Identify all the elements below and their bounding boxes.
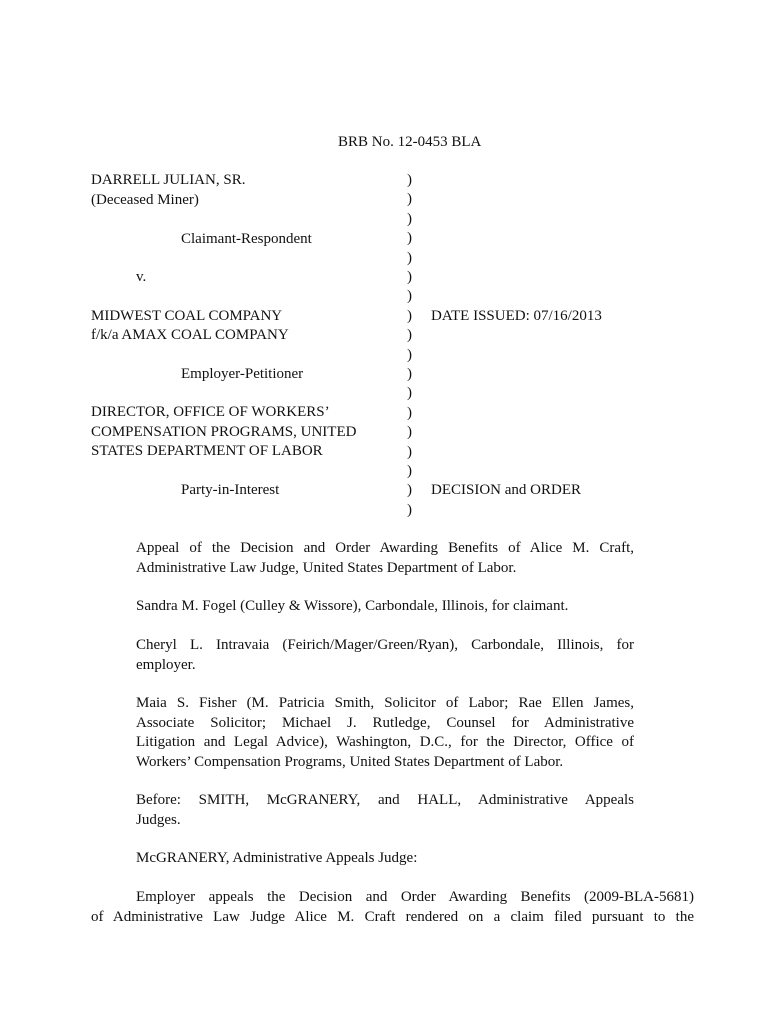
before-line: Judges. — [136, 811, 181, 828]
employer-aka: f/k/a AMAX COAL COMPANY — [91, 327, 289, 343]
before-paragraph — [136, 791, 634, 830]
caption-paren: ) — [407, 404, 412, 421]
director-role: Party-in-Interest — [181, 482, 280, 498]
claimant-name: DARRELL JULIAN, SR. — [91, 172, 246, 188]
date-issued: DATE ISSUED: 07/16/2013 — [431, 308, 602, 324]
caption-paren: ) — [407, 385, 412, 402]
opening-paragraph — [91, 888, 694, 927]
claimant-counsel-line: Sandra M. Fogel (Culley & Wissore), Carbondale, Illinois, for claimant. — [136, 598, 569, 614]
caption-paren: ) — [407, 172, 412, 188]
caption-paren: ) — [407, 327, 412, 344]
caption-paren: ) — [407, 191, 412, 208]
director-line-2: COMPENSATION PROGRAMS, UNITED — [91, 424, 357, 440]
director-counsel-line: Maia S. Fisher (M. Patricia Smith, Solicitor of Labor; Rae Ellen James, — [136, 695, 634, 711]
appeal-line: Appeal of the Decision and Order Awarding Benefits of Alice M. Craft, — [136, 540, 634, 556]
caption-paren: ) — [407, 482, 412, 499]
employer-name: MIDWEST COAL COMPANY — [91, 308, 283, 324]
claimant-counsel-paragraph — [136, 597, 634, 617]
opening-line: Employer appeals the Decision and Order Awarding Benefits (2009-BLA-5681) — [136, 889, 694, 905]
caption-paren: ) — [407, 443, 412, 460]
employer-counsel-line: employer. — [136, 656, 196, 673]
caption-paren: ) — [407, 463, 412, 479]
appeal-paragraph — [136, 539, 634, 578]
director-line-3: STATES DEPARTMENT OF LABOR — [91, 443, 323, 459]
caption-paren: ) — [407, 288, 412, 305]
caption-paren: ) — [407, 269, 412, 285]
employer-role: Employer-Petitioner — [181, 366, 304, 382]
claimant-role: Claimant-Respondent — [181, 231, 312, 247]
case-number: BRB No. 12-0453 BLA — [338, 134, 482, 150]
author-line: McGRANERY, Administrative Appeals Judge: — [136, 850, 418, 866]
director-line-1: DIRECTOR, OFFICE OF WORKERS’ — [91, 404, 330, 420]
versus: v. — [136, 269, 147, 285]
employer-counsel-paragraph — [136, 636, 634, 675]
caption-paren: ) — [407, 210, 412, 227]
caption-paren: ) — [407, 230, 412, 247]
caption-paren: ) — [407, 249, 412, 266]
employer-counsel-line: Cheryl L. Intravaia (Feirich/Mager/Green/Ryan), Carbondale, Illinois, for — [136, 637, 634, 653]
appeal-line: Administrative Law Judge, United States Department of Labor. — [136, 559, 517, 576]
caption-paren: ) — [407, 346, 412, 363]
director-counsel-line: Workers’ Compensation Programs, United States Department of Labor. — [136, 753, 564, 770]
caption-paren: ) — [407, 366, 412, 382]
caption-paren: ) — [407, 501, 412, 518]
director-counsel-paragraph — [136, 694, 634, 772]
caption-paren: ) — [407, 424, 412, 441]
before-line: Before: SMITH, McGRANERY, and HALL, Administrative Appeals — [136, 792, 634, 808]
director-counsel-line: Litigation and Legal Advice), Washington, D.C., for the Director, Office of — [136, 734, 634, 750]
director-counsel-line: Associate Solicitor; Michael J. Rutledge, Counsel for Administrative — [136, 714, 634, 731]
claimant-note: (Deceased Miner) — [91, 192, 199, 208]
decision-label: DECISION and ORDER — [431, 482, 581, 498]
opening-line: of Administrative Law Judge Alice M. Craft rendered on a claim filed pursuant to the — [91, 908, 694, 925]
caption-paren: ) — [407, 307, 412, 324]
